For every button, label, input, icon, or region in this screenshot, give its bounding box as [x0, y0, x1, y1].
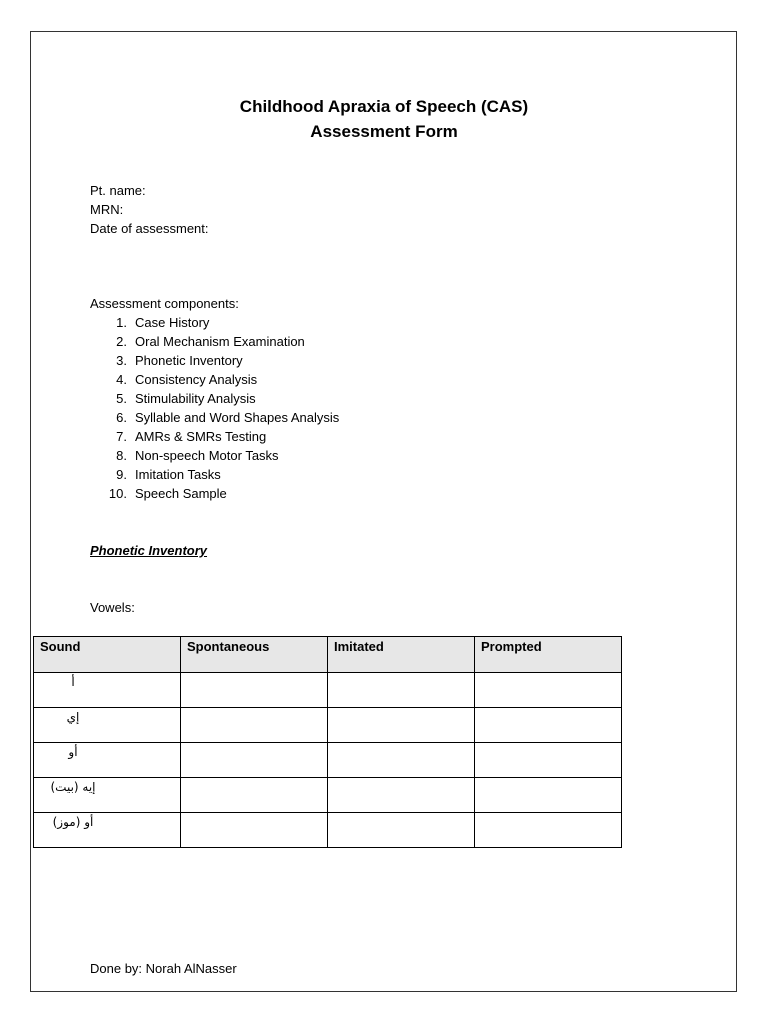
table-row — [34, 743, 622, 778]
imitated-cell — [328, 813, 475, 848]
table-row — [34, 673, 622, 708]
list-item — [90, 332, 339, 351]
list-number: 9. — [116, 467, 127, 482]
table-row — [34, 708, 622, 743]
list-item — [90, 351, 339, 370]
list-label: Non-speech Motor Tasks — [135, 448, 279, 463]
list-label: Stimulability Analysis — [135, 391, 256, 406]
sound-cell — [34, 778, 181, 813]
form-title: Childhood Apraxia of Speech (CAS) — [239, 97, 529, 116]
list-number: 8. — [116, 448, 127, 463]
column-header-prompted: Prompted — [475, 637, 622, 673]
assessment-components — [90, 294, 339, 503]
components-list — [90, 313, 339, 503]
vowels-table — [33, 636, 622, 848]
spontaneous-cell — [181, 708, 328, 743]
sound-text: أ — [71, 675, 75, 689]
imitated-cell — [328, 708, 475, 743]
sound-cell — [34, 743, 181, 778]
list-item — [90, 465, 339, 484]
list-label: Consistency Analysis — [135, 372, 258, 387]
list-item — [90, 427, 339, 446]
prompted-cell — [475, 778, 622, 813]
list-number: 10. — [108, 486, 127, 501]
prompted-cell — [475, 708, 622, 743]
sound-cell — [34, 673, 181, 708]
sound-cell — [34, 708, 181, 743]
sound-text: إيه (بيت) — [50, 780, 96, 794]
spontaneous-cell — [181, 813, 328, 848]
prompted-cell — [475, 743, 622, 778]
list-item — [90, 446, 339, 465]
patient-fields — [90, 181, 209, 238]
vowels-label: Vowels: — [90, 600, 135, 615]
list-item — [90, 389, 339, 408]
list-item — [90, 313, 339, 332]
list-number: 6. — [116, 410, 127, 425]
prompted-cell — [475, 813, 622, 848]
spontaneous-cell — [181, 778, 328, 813]
phonetic-inventory-heading: Phonetic Inventory — [90, 543, 208, 558]
table-header-row — [34, 637, 622, 673]
list-number: 5. — [116, 391, 127, 406]
list-label: Speech Sample — [135, 486, 227, 501]
list-label: AMRs & SMRs Testing — [135, 429, 267, 444]
list-number: 2. — [116, 334, 127, 349]
spontaneous-cell — [181, 743, 328, 778]
spontaneous-cell — [181, 673, 328, 708]
mrn-field: MRN: — [90, 202, 124, 217]
list-label: Syllable and Word Shapes Analysis — [135, 410, 340, 425]
components-heading: Assessment components: — [90, 296, 239, 311]
list-item — [90, 408, 339, 427]
date-of-assessment-field: Date of assessment: — [90, 221, 209, 236]
sound-text: أو (موز) — [52, 815, 94, 829]
done-by: Done by: Norah AlNasser — [90, 961, 237, 976]
list-number: 1. — [116, 315, 127, 330]
patient-name-field: Pt. name: — [90, 183, 146, 198]
list-number: 3. — [116, 353, 127, 368]
table-row — [34, 778, 622, 813]
column-header-sound: Sound — [34, 637, 181, 673]
list-number: 4. — [116, 372, 127, 387]
list-label: Phonetic Inventory — [135, 353, 243, 368]
form-subtitle: Assessment Form — [310, 122, 458, 141]
sound-text: أو — [68, 745, 78, 759]
column-header-imitated: Imitated — [328, 637, 475, 673]
prompted-cell — [475, 673, 622, 708]
list-label: Imitation Tasks — [135, 467, 221, 482]
list-label: Case History — [135, 315, 210, 330]
list-number: 7. — [116, 429, 127, 444]
sound-cell — [34, 813, 181, 848]
imitated-cell — [328, 673, 475, 708]
list-label: Oral Mechanism Examination — [135, 334, 305, 349]
column-header-spontaneous: Spontaneous — [181, 637, 328, 673]
imitated-cell — [328, 743, 475, 778]
table-row — [34, 813, 622, 848]
list-item — [90, 484, 339, 503]
sound-text: إي — [66, 710, 80, 724]
imitated-cell — [328, 778, 475, 813]
list-item — [90, 370, 339, 389]
